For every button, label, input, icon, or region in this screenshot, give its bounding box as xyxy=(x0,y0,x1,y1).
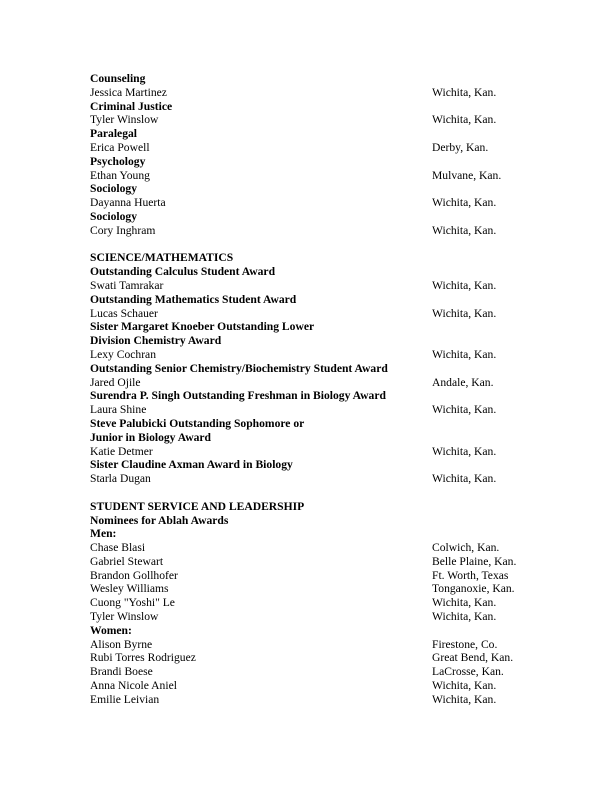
recipient-hometown: LaCrosse, Kan. xyxy=(432,665,504,679)
recipient-hometown: Wichita, Kan. xyxy=(432,306,497,320)
award-heading: Nominees for Ablah Awards xyxy=(90,513,229,527)
award-heading-row xyxy=(90,527,550,541)
award-heading: Outstanding Calculus Student Award xyxy=(90,265,276,279)
recipient-row xyxy=(90,113,550,127)
recipient-hometown: Wichita, Kan. xyxy=(432,196,497,210)
award-heading-row xyxy=(90,72,550,86)
recipient-name: Brandon Gollhofer xyxy=(90,568,178,582)
award-heading: Women: xyxy=(90,623,132,637)
recipient-row xyxy=(90,679,550,693)
recipient-hometown: Wichita, Kan. xyxy=(432,596,497,610)
award-heading-row xyxy=(90,182,550,196)
award-heading-row xyxy=(90,417,550,431)
recipient-name: Rubi Torres Rodriguez xyxy=(90,651,196,665)
award-heading-row xyxy=(90,431,550,445)
recipient-row xyxy=(90,569,550,583)
recipient-hometown: Ft. Worth, Texas xyxy=(432,568,509,582)
recipient-name: Starla Dugan xyxy=(90,472,151,486)
recipient-name: Brandi Boese xyxy=(90,665,153,679)
recipient-hometown: Wichita, Kan. xyxy=(432,278,497,292)
recipient-hometown: Colwich, Kan. xyxy=(432,541,500,555)
recipient-row xyxy=(90,141,550,155)
recipient-hometown: Derby, Kan. xyxy=(432,140,489,154)
award-heading: Psychology xyxy=(90,154,146,168)
recipient-name: Gabriel Stewart xyxy=(90,554,164,568)
recipient-row xyxy=(90,169,550,183)
recipient-row xyxy=(90,86,550,100)
recipient-hometown: Wichita, Kan. xyxy=(432,692,497,706)
recipient-hometown: Tonganoxie, Kan. xyxy=(432,582,515,596)
recipient-row xyxy=(90,665,550,679)
recipient-name: Emilie Leivian xyxy=(90,692,160,706)
recipient-row xyxy=(90,638,550,652)
recipient-hometown: Wichita, Kan. xyxy=(432,113,497,127)
award-heading: Junior in Biology Award xyxy=(90,430,212,444)
award-heading: Sociology xyxy=(90,209,138,223)
award-heading: Men: xyxy=(90,527,117,541)
section-title: STUDENT SERVICE AND LEADERSHIP xyxy=(90,499,305,513)
award-heading-row xyxy=(90,334,550,348)
award-heading: Surendra P. Singh Outstanding Freshman in Biology Award xyxy=(90,389,386,403)
award-heading: Sister Margaret Knoeber Outstanding Lower xyxy=(90,320,315,334)
award-heading-row xyxy=(90,514,550,528)
award-heading: Division Chemistry Award xyxy=(90,334,222,348)
recipient-hometown: Firestone, Co. xyxy=(432,637,498,651)
section-title-row xyxy=(90,500,550,514)
recipient-name: Lexy Cochran xyxy=(90,347,156,361)
award-heading-row xyxy=(90,293,550,307)
document-page xyxy=(90,72,550,707)
recipient-row xyxy=(90,224,550,238)
award-heading: Outstanding Senior Chemistry/Biochemistry Student Award xyxy=(90,361,388,375)
award-heading: Paralegal xyxy=(90,127,138,141)
recipient-row xyxy=(90,610,550,624)
recipient-row xyxy=(90,472,550,486)
award-heading-row xyxy=(90,362,550,376)
recipient-row xyxy=(90,196,550,210)
recipient-name: Laura Shine xyxy=(90,403,147,417)
recipient-name: Alison Byrne xyxy=(90,637,153,651)
recipient-row xyxy=(90,582,550,596)
recipient-hometown: Wichita, Kan. xyxy=(432,347,497,361)
recipient-row xyxy=(90,445,550,459)
award-heading-row xyxy=(90,320,550,334)
recipient-name: Cory Inghram xyxy=(90,223,156,237)
award-heading-row xyxy=(90,389,550,403)
recipient-hometown: Belle Plaine, Kan. xyxy=(432,554,517,568)
recipient-hometown: Wichita, Kan. xyxy=(432,403,497,417)
award-heading-row xyxy=(90,624,550,638)
award-heading-row xyxy=(90,100,550,114)
recipient-row xyxy=(90,651,550,665)
recipient-name: Jessica Martinez xyxy=(90,85,167,99)
recipient-row xyxy=(90,541,550,555)
recipient-row xyxy=(90,555,550,569)
section-spacer xyxy=(90,238,550,252)
recipient-hometown: Wichita, Kan. xyxy=(432,85,497,99)
award-heading-row xyxy=(90,155,550,169)
recipient-name: Dayanna Huerta xyxy=(90,196,166,210)
award-heading: Sociology xyxy=(90,182,138,196)
award-heading: Criminal Justice xyxy=(90,99,173,113)
recipient-hometown: Great Bend, Kan. xyxy=(432,651,514,665)
award-heading: Counseling xyxy=(90,72,146,85)
recipient-hometown: Mulvane, Kan. xyxy=(432,168,502,182)
section-title-row xyxy=(90,251,550,265)
recipient-name: Tyler Winslow xyxy=(90,610,159,624)
recipient-name: Ethan Young xyxy=(90,168,150,182)
recipient-hometown: Wichita, Kan. xyxy=(432,610,497,624)
award-heading-row xyxy=(90,265,550,279)
recipient-row xyxy=(90,403,550,417)
recipient-name: Anna Nicole Aniel xyxy=(90,679,177,693)
recipient-name: Cuong "Yoshi" Le xyxy=(90,596,175,610)
recipient-name: Jared Ojile xyxy=(90,375,141,389)
recipient-hometown: Wichita, Kan. xyxy=(432,679,497,693)
recipient-name: Chase Blasi xyxy=(90,541,146,555)
award-heading: Outstanding Mathematics Student Award xyxy=(90,292,297,306)
award-heading-row xyxy=(90,210,550,224)
recipient-row xyxy=(90,376,550,390)
recipient-hometown: Wichita, Kan. xyxy=(432,472,497,486)
award-heading: Steve Palubicki Outstanding Sophomore or xyxy=(90,416,305,430)
award-heading: Sister Claudine Axman Award in Biology xyxy=(90,458,293,472)
recipient-name: Erica Powell xyxy=(90,140,150,154)
recipient-hometown: Andale, Kan. xyxy=(432,375,494,389)
recipient-name: Katie Detmer xyxy=(90,444,153,458)
recipient-row xyxy=(90,307,550,321)
recipient-row xyxy=(90,596,550,610)
recipient-name: Lucas Schauer xyxy=(90,306,158,320)
recipient-row xyxy=(90,348,550,362)
recipient-hometown: Wichita, Kan. xyxy=(432,444,497,458)
recipient-name: Tyler Winslow xyxy=(90,113,159,127)
award-heading-row xyxy=(90,127,550,141)
recipient-name: Wesley Williams xyxy=(90,582,169,596)
recipient-row xyxy=(90,693,550,707)
section-title: SCIENCE/MATHEMATICS xyxy=(90,251,234,265)
section-spacer xyxy=(90,486,550,500)
recipient-row xyxy=(90,279,550,293)
recipient-hometown: Wichita, Kan. xyxy=(432,223,497,237)
recipient-name: Swati Tamrakar xyxy=(90,278,164,292)
award-heading-row xyxy=(90,458,550,472)
